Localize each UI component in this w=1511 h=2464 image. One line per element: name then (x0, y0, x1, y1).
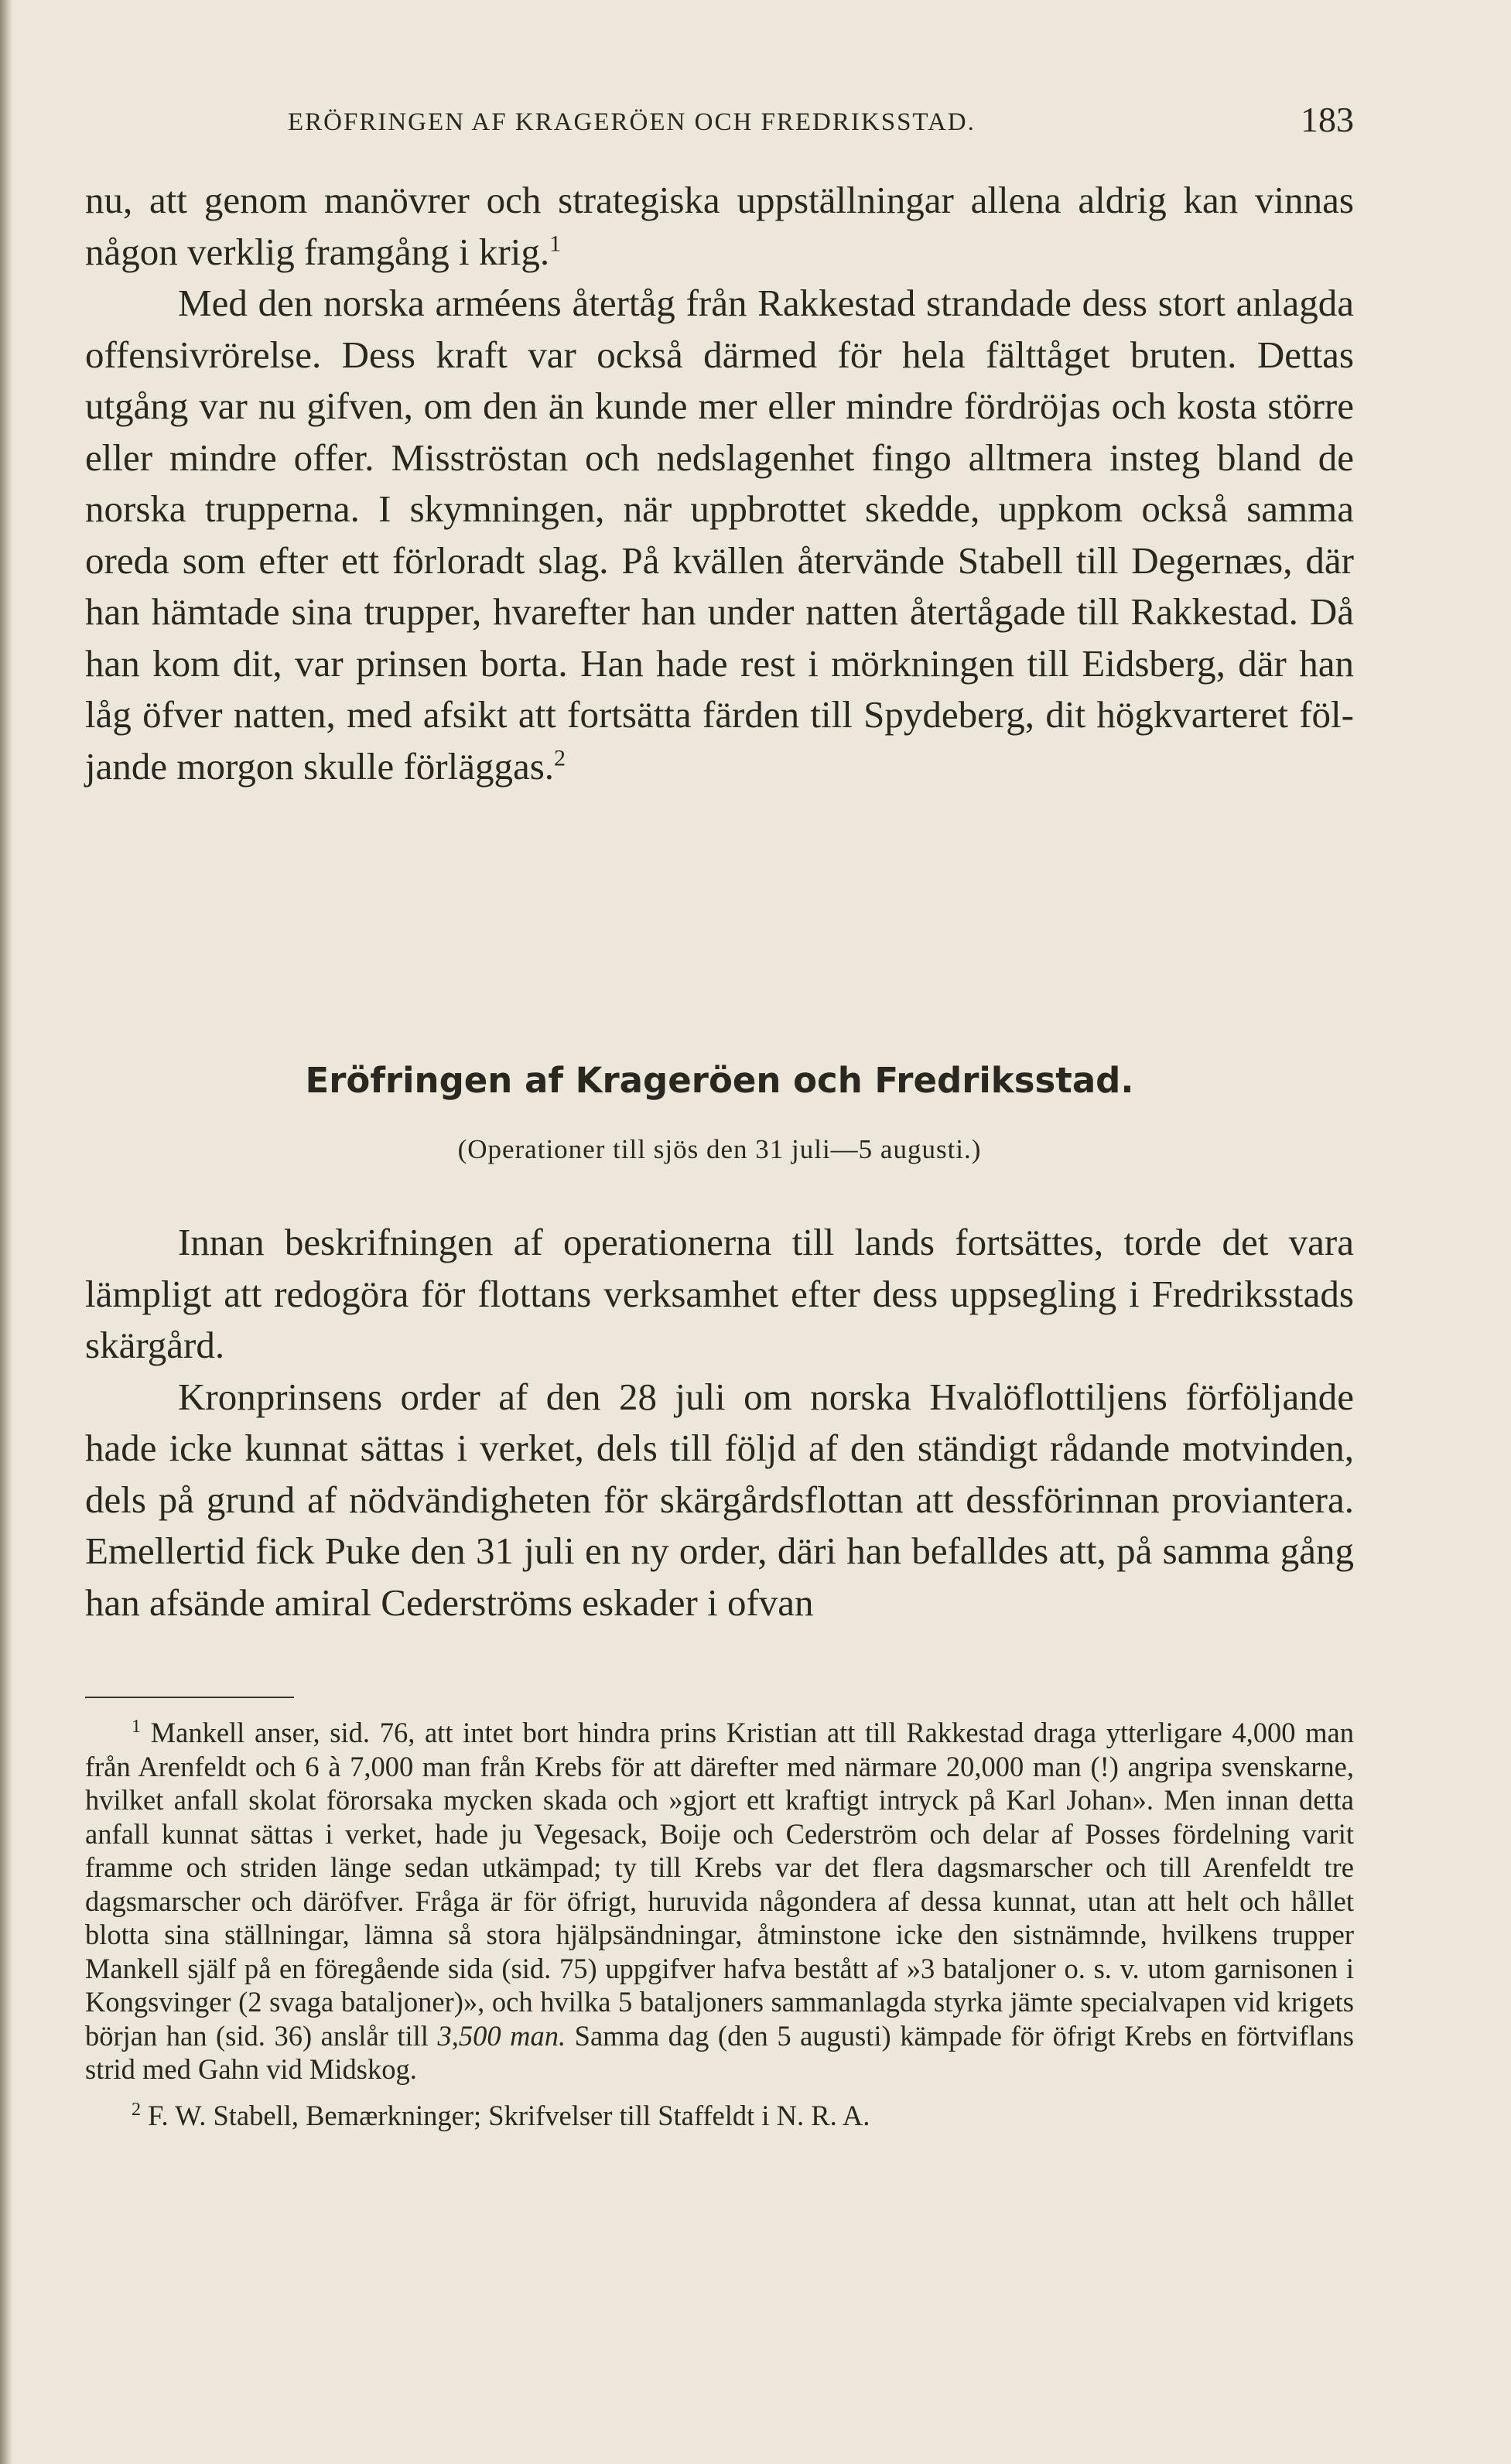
text-run: nu, att genom manövrer och strategiska uppställningar allena aldrig kan vinnas någon verklig framgång i krig. (85, 179, 1354, 273)
paragraph (85, 1372, 1354, 1629)
section-subheading: (Operationer till sjös den 31 juli—5 augusti.) (457, 1134, 982, 1164)
paragraph (85, 175, 1354, 278)
paragraph (85, 278, 1354, 792)
footnotes (85, 1716, 1354, 2132)
footnote-marker: 1 (132, 1716, 141, 1737)
footnote (85, 1716, 1354, 2086)
paragraph (85, 1217, 1354, 1372)
footnote (85, 2099, 1354, 2133)
text-run: Samma dag (den 5 augusti) kämpade för öfrigt Krebs en förtviflans strid med Gahn vid Midskog. (85, 2019, 1355, 2085)
text-run: F. W. Stabell, Bemærkninger; Skrifvelser till Staffeldt i N. R. A. (148, 2099, 870, 2131)
section-heading: Eröfringen af Krageröen och Fredriksstad. (305, 1060, 1134, 1101)
running-title: ERÖFRINGEN AF KRAGERÖEN OCH FREDRIKSSTAD. (288, 108, 976, 136)
emphasized-text: 3,500 man. (437, 2019, 566, 2052)
footnote-separator-rule (85, 1697, 294, 1698)
book-binding-shadow (0, 0, 12, 2464)
text-run: Innan beskrifningen af operationerna till lands fortsättes, torde det vara lämpligt att redogöra för flottans verksamhet efter dess uppsegling i Fredriksstads skärgård. (85, 1221, 1354, 1366)
text-run: Kronprinsens order af den 28 juli om norska Hvalöflottiljens förföljande hade icke kunnat sättas i verket, dels till följd af den ständigt rådande motvinden, dels på grund af nödvändigheten för skärgårdsflottan att dessförinnan proviantera. Emellertid fick Puke den 31 juli en ny order, däri han befalldes att, på samma gång han afsände amiral Cederströms eskader i ofvan (85, 1375, 1354, 1624)
footnote-reference: 1 (549, 231, 562, 257)
page-number: 183 (1301, 100, 1354, 139)
running-head (288, 99, 1354, 145)
footnote-reference: 2 (554, 745, 566, 771)
text-run: Mankell anser, sid. 76, att intet bort hindra prins Kristian att till Rakkestad draga ytterligare 4,000 man från Arenfeldt och 6 à 7,000 man från Krebs för att därefter med närmare 20,000 man (!) angripa svenskarne, hvilket anfall skolat förorsaka mycken skada och »gjort ett kraftigt intryck på Karl Johan». Men innan detta anfall kunnat sättas i verket, hade ju Vegesack, Boije och Cederström och delar af Posses fördelning varit framme och striden länge sedan utkämpad; ty till Krebs var det flera dagsmarscher och till Arenfeldt tre dagsmarscher och däröfver. Fråga är för öfrigt, huruvida någondera af dessa kunnat, utan att helt och hållet blotta sina ställningar, lämna så stora hjälpsändningar, åtminstone icke den sistnämnde, hvilkens trupper Mankell själf på en föregående sida (sid. 75) uppgifver hafva bestått af »3 bataljoner o. s. v. utom garnisonen i Kongsvinger (2 svaga bataljoner)», och hvilka 5 bataljoners sammanlagda styrka jämte specialvapen vid krigets början han (sid. 36) anslår till (85, 1717, 1355, 2052)
text-run: Med den norska arméens återtåg från Rakkestad strandade dess stort anlagda offensivrörelse. Dess kraft var också därmed för hela fälttåget bruten. Dettas utgång var nu gifven, om den än kunde mer eller mindre fördröjas och kosta större eller mindre offer. Misströstan och nedslagenhet fingo alltmera insteg bland de norska trupperna. I skymningen, när uppbrottet skedde, uppkom också samma oreda som efter ett förloradt slag. På kvällen återvände Stabell till Degernæs, där han hämtade sina trupper, hvarefter han under natten återtågade till Rakkestad. Då han kom dit, var prinsen borta. Han hade rest i mörkningen till Eidsberg, där han låg öfver natten, med afsikt att fortsätta färden till Spydeberg, dit högkvarteret följande morgon skulle förläggas. (85, 282, 1354, 788)
body-text-before-section (85, 175, 1354, 792)
footnote-marker: 2 (132, 2099, 141, 2120)
body-text-after-section (85, 1217, 1354, 1628)
book-page (85, 0, 1354, 2464)
